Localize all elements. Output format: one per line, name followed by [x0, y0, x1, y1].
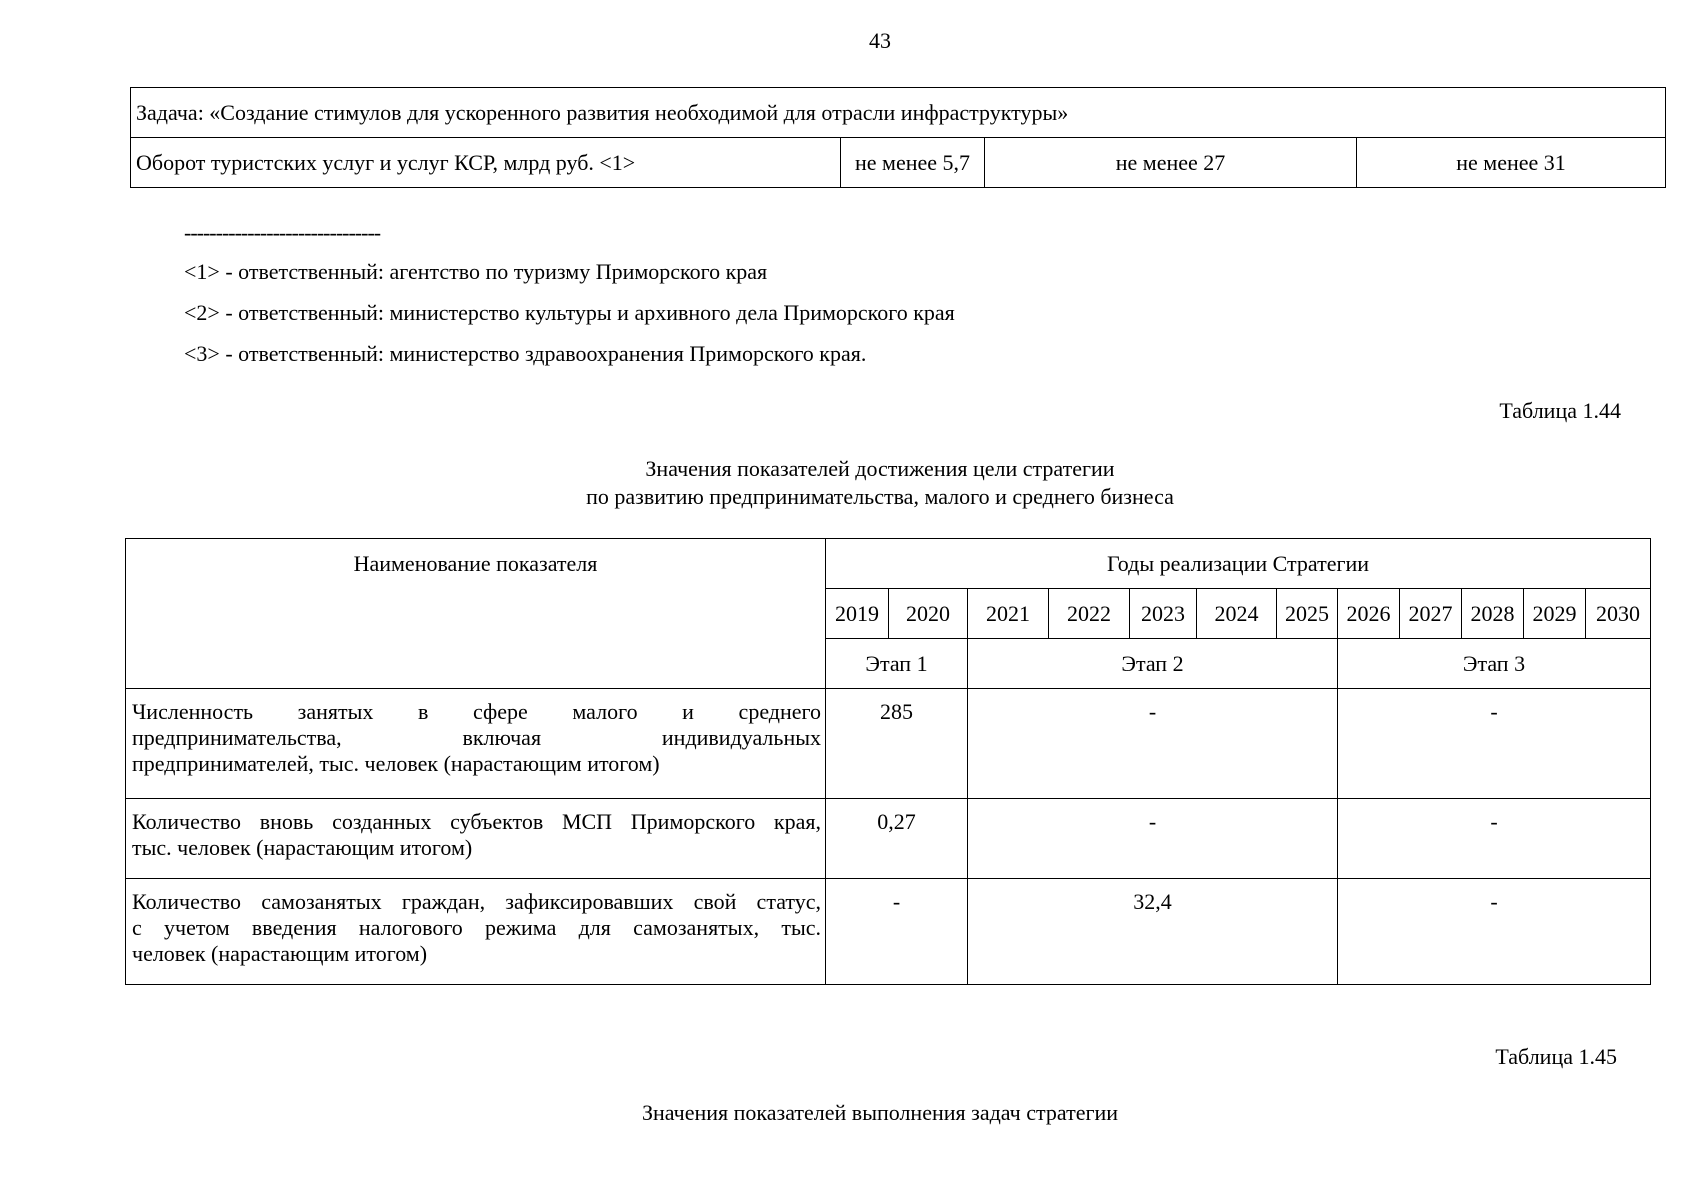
footnote-2: <2> - ответственный: министерство культуры и архивного дела Приморского края [184, 300, 955, 325]
footnote-separator: ------------------------------- [184, 220, 381, 245]
year-2028: 2028 [1462, 589, 1524, 639]
year-2020: 2020 [889, 589, 968, 639]
indicator-name-self-employed: Количество самозанятых граждан, зафиксировавших свой статус, с учетом введения налогового режима для самозанятых, тыс. человек (нарастающим итогом) [126, 879, 826, 985]
new-sme-stage-2: - [968, 799, 1338, 879]
employment-stage-1: 285 [826, 689, 968, 799]
year-2030: 2030 [1586, 589, 1651, 639]
self-employed-stage-3: - [1338, 879, 1651, 985]
header-indicator-name: Наименование показателя [126, 539, 826, 689]
footnote-1: <1> - ответственный: агентство по туризму Приморского края [184, 259, 768, 284]
table-144-title-line2: по развитию предпринимательства, малого и среднего бизнеса [586, 484, 1174, 509]
employment-stage-2: - [968, 689, 1338, 799]
stage-3: Этап 3 [1338, 639, 1651, 689]
stage-2: Этап 2 [968, 639, 1338, 689]
year-2026: 2026 [1338, 589, 1400, 639]
new-sme-stage-3: - [1338, 799, 1651, 879]
table-144-title-line1: Значения показателей достижения цели стратегии [645, 456, 1115, 481]
turnover-value-1: не менее 5,7 [841, 138, 985, 188]
self-employed-stage-2: 32,4 [968, 879, 1338, 985]
year-2024: 2024 [1197, 589, 1277, 639]
task-row: Задача: «Создание стимулов для ускоренного развития необходимой для отрасли инфраструктуры» [131, 88, 1666, 138]
stage-1: Этап 1 [826, 639, 968, 689]
year-2023: 2023 [1130, 589, 1197, 639]
turnover-value-2: не менее 27 [985, 138, 1357, 188]
indicator-name-new-sme: Количество вновь созданных субъектов МСП Приморского края, тыс. человек (нарастающим итогом) [126, 799, 826, 879]
turnover-indicator: Оборот туристских услуг и услуг КСР, млрд руб. <1> [131, 138, 841, 188]
table-144 [125, 538, 1651, 985]
header-years: Годы реализации Стратегии [826, 539, 1651, 589]
self-employed-stage-1: - [826, 879, 968, 985]
indicator-name-employment: Численность занятых в сфере малого и среднего предпринимательства, включая индивидуальных предпринимателей, тыс. человек (нарастающим итогом) [126, 689, 826, 799]
year-2027: 2027 [1400, 589, 1462, 639]
year-2021: 2021 [968, 589, 1049, 639]
new-sme-stage-1: 0,27 [826, 799, 968, 879]
table-144-label: Таблица 1.44 [1499, 398, 1621, 423]
turnover-value-3: не менее 31 [1357, 138, 1666, 188]
footnote-3: <3> - ответственный: министерство здравоохранения Приморского края. [184, 341, 867, 366]
task-table [130, 87, 1666, 188]
table-145-title: Значения показателей выполнения задач стратегии [641, 1100, 1119, 1125]
year-2025: 2025 [1277, 589, 1338, 639]
year-2022: 2022 [1049, 589, 1130, 639]
employment-stage-3: - [1338, 689, 1651, 799]
table-145-label: Таблица 1.45 [1495, 1044, 1617, 1069]
year-2019: 2019 [826, 589, 889, 639]
year-2029: 2029 [1524, 589, 1586, 639]
page-number: 43 [869, 28, 891, 53]
